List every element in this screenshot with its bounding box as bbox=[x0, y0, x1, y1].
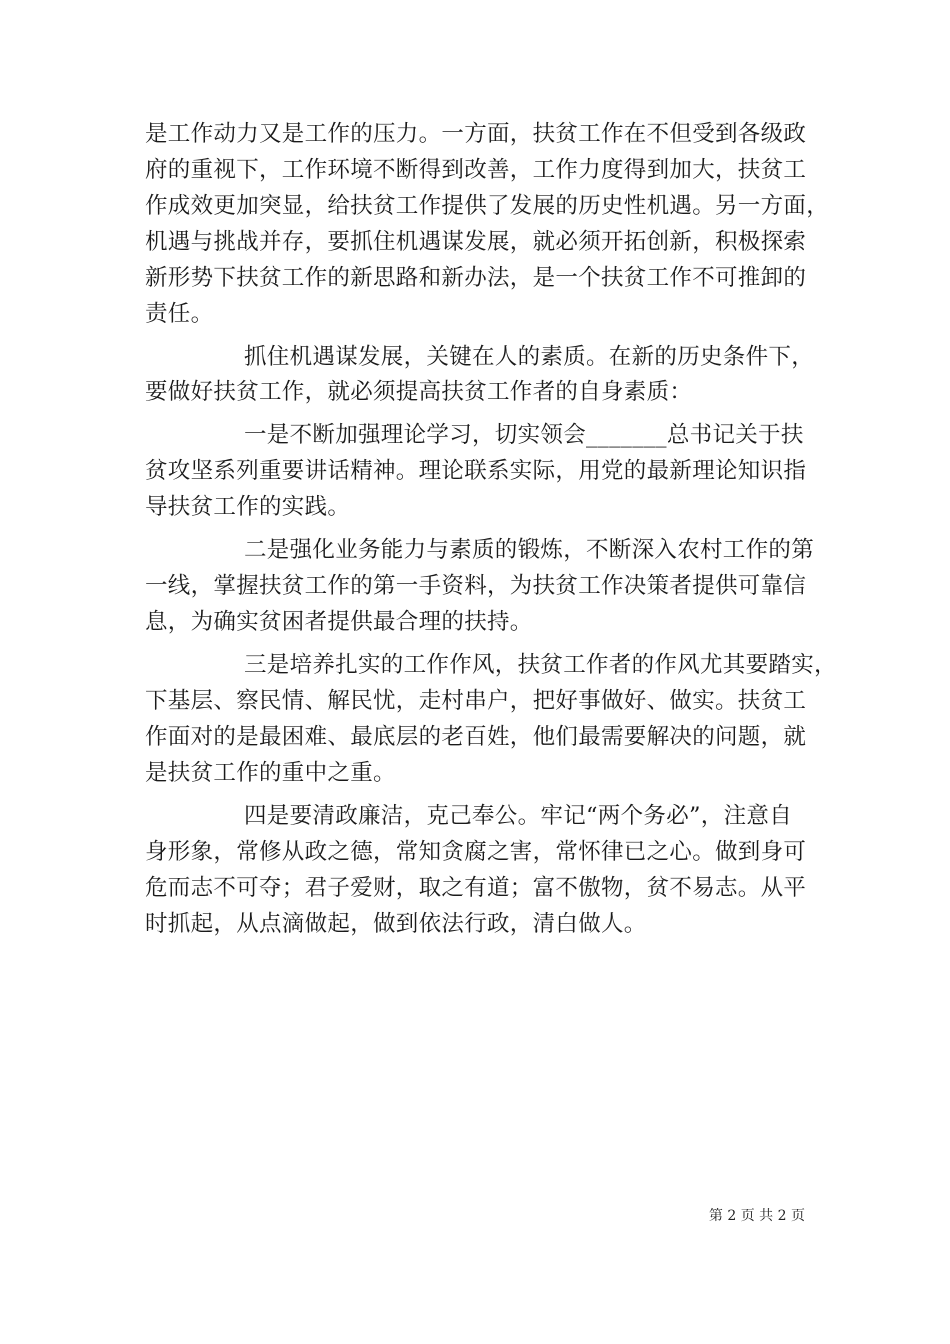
text-line: 身形象，常修从政之德，常知贪腐之害，常怀律已之心。做到身可 bbox=[145, 839, 807, 865]
paragraph-4 bbox=[145, 532, 825, 640]
text-line: 二是强化业务能力与素质的锻炼，不断深入农村工作的第 bbox=[244, 537, 815, 563]
text-line: 时抓起，从点滴做起，做到依法行政，清白做人。 bbox=[145, 911, 647, 937]
text-line: 抓住机遇谋发展，关键在人的素质。在新的历史条件下， bbox=[244, 344, 815, 370]
paragraph-5 bbox=[145, 647, 837, 791]
text-line: 导扶贫工作的实践。 bbox=[145, 494, 351, 520]
text-line: 危而志不可夺；君子爱财，取之有道；富不傲物，贫不易志。从平 bbox=[145, 875, 807, 901]
text-line: 新形势下扶贫工作的新思路和新办法，是一个扶贫工作不可推卸的 bbox=[145, 265, 807, 291]
text-line: 下基层、察民情、解民忧，走村串户，把好事做好、做实。扶贫工 bbox=[145, 688, 807, 714]
text-line: 是扶贫工作的重中之重。 bbox=[145, 760, 396, 786]
text-line: 一线，掌握扶贫工作的第一手资料，为扶贫工作决策者提供可靠信 bbox=[145, 573, 807, 599]
text-line: 机遇与挑战并存，要抓住机遇谋发展，就必须开拓创新，积极探索 bbox=[145, 229, 807, 255]
text-line: 要做好扶贫工作，就必须提高扶贫工作者的自身素质： bbox=[145, 379, 693, 405]
text-line: 府的重视下，工作环境不断得到改善，工作力度得到加大，扶贫工 bbox=[145, 157, 807, 183]
paragraph-1 bbox=[145, 116, 830, 332]
text-line: 三是培养扎实的工作作风，扶贫工作者的作风尤其要踏实， bbox=[244, 652, 837, 678]
paragraph-3 bbox=[145, 417, 825, 525]
text-line: 一是不断加强理论学习，切实领会_______总书记关于扶 bbox=[244, 422, 804, 448]
page-number: 第 2 页 共 2 页 bbox=[708, 1208, 805, 1224]
paragraph-6 bbox=[145, 798, 825, 942]
paragraph-2 bbox=[145, 339, 825, 410]
text-line: 作成效更加突显，给扶贫工作提供了发展的历史性机遇。另一方面， bbox=[145, 193, 830, 219]
text-line: 是工作动力又是工作的压力。一方面，扶贫工作在不但受到各级政 bbox=[145, 121, 807, 147]
document-body bbox=[145, 116, 837, 942]
text-line: 责任。 bbox=[145, 301, 214, 327]
text-line: 作面对的是最困难、最底层的老百姓，他们最需要解决的问题，就 bbox=[145, 724, 807, 750]
text-line: 贫攻坚系列重要讲话精神。理论联系实际，用党的最新理论知识指 bbox=[145, 458, 807, 484]
text-line: 四是要清政廉洁，克己奉公。牢记“两个务必”，注意自 bbox=[244, 803, 793, 829]
text-line: 息，为确实贫困者提供最合理的扶持。 bbox=[145, 609, 533, 635]
